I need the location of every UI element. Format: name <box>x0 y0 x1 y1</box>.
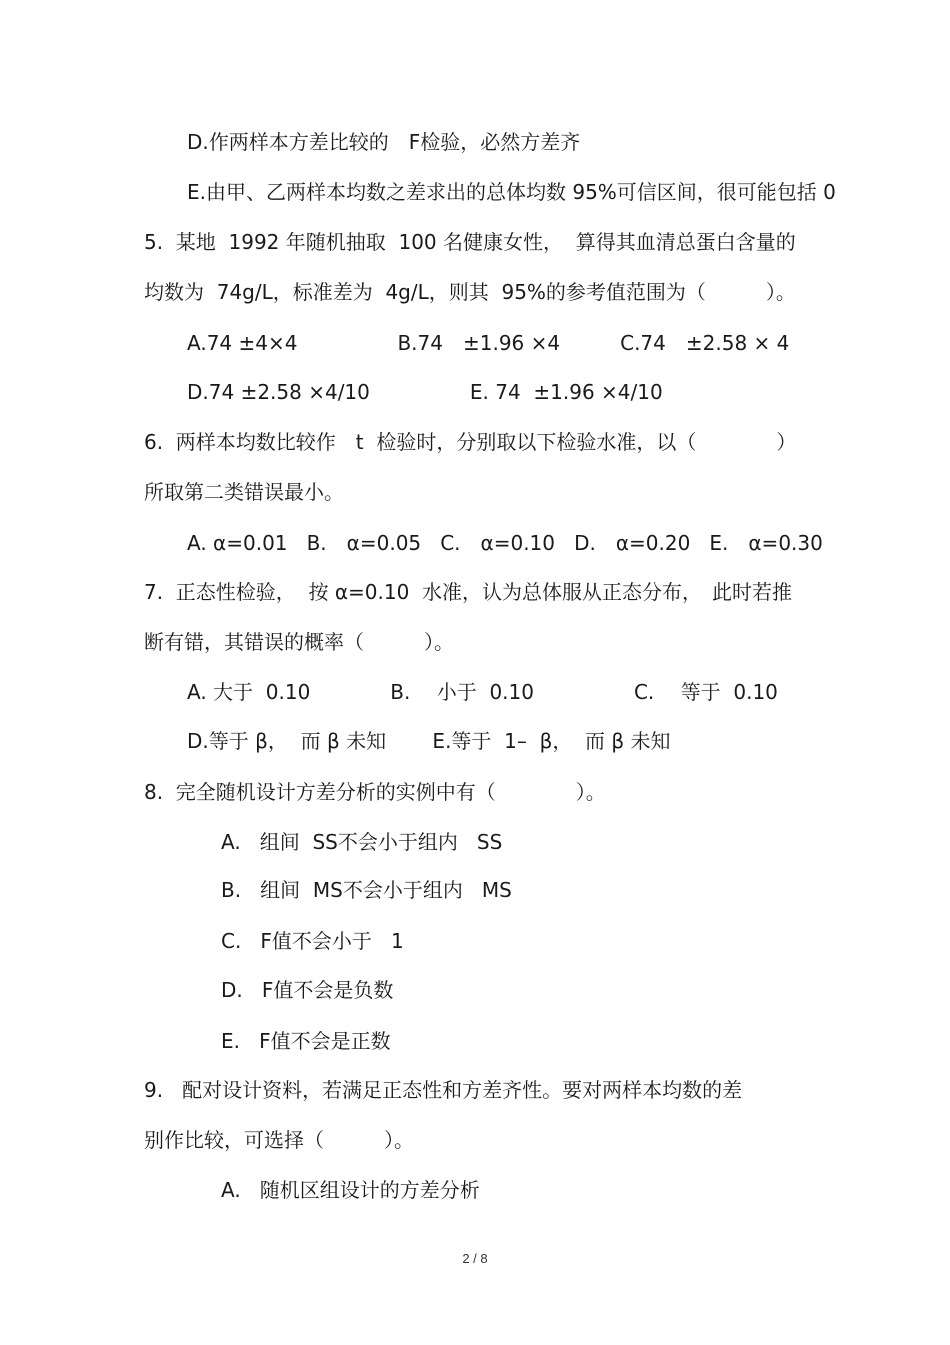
page-number: 2 / 8 <box>462 1251 488 1266</box>
options-7-row-1: A. 大于 0.10 B. 小于 0.10 C. 等于 0.10 <box>187 680 778 704</box>
option-9a: A. 随机区组设计的方差分析 <box>221 1178 480 1202</box>
question-7-line-1: 7. 正态性检验， 按 α=0.10 水准，认为总体服从正态分布， 此时若推 <box>144 580 793 604</box>
question-5-line-1: 5. 某地 1992 年随机抽取 100 名健康女性， 算得其血清总蛋白含量的 <box>144 230 796 254</box>
question-7-line-2: 断有错，其错误的概率（ ）。 <box>144 630 454 654</box>
question-9-line-2: 别作比较，可选择（ ）。 <box>144 1128 414 1152</box>
question-8: 8. 完全随机设计方差分析的实例中有（ ）。 <box>144 780 606 804</box>
option-4e: E.由甲、乙两样本均数之差求出的总体均数 95%可信区间，很可能包括 0 <box>187 180 836 204</box>
options-7-row-2: D.等于 β， 而 β 未知 E.等于 1– β， 而 β 未知 <box>187 729 671 753</box>
option-8d: D. F值不会是负数 <box>221 978 394 1002</box>
question-5-line-2: 均数为 74g/L，标准差为 4g/L，则其 95%的参考值范围为（ ）。 <box>144 280 796 304</box>
options-5-row-2: D.74 ±2.58 ×4/10 E. 74 ±1.96 ×4/10 <box>187 380 663 404</box>
option-8e: E. F值不会是正数 <box>221 1029 391 1053</box>
option-8b: B. 组间 MS不会小于组内 MS <box>221 878 512 902</box>
option-8a: A. 组间 SS不会小于组内 SS <box>221 830 503 854</box>
options-6: A. α=0.01 B. α=0.05 C. α=0.10 D. α=0.20 E. α=0.30 <box>187 531 823 555</box>
option-4d: D.作两样本方差比较的 F检验，必然方差齐 <box>187 130 581 154</box>
options-5-row-1: A.74 ±4×4 B.74 ±1.96 ×4 C.74 ±2.58 × 4 <box>187 331 790 355</box>
question-9-line-1: 9. 配对设计资料，若满足正态性和方差齐性。要对两样本均数的差 <box>144 1078 743 1102</box>
question-6-line-2: 所取第二类错误最小。 <box>144 480 344 504</box>
option-8c: C. F值不会小于 1 <box>221 929 404 953</box>
question-6-line-1: 6. 两样本均数比较作 t 检验时，分别取以下检验水准，以（ ） <box>144 430 797 454</box>
